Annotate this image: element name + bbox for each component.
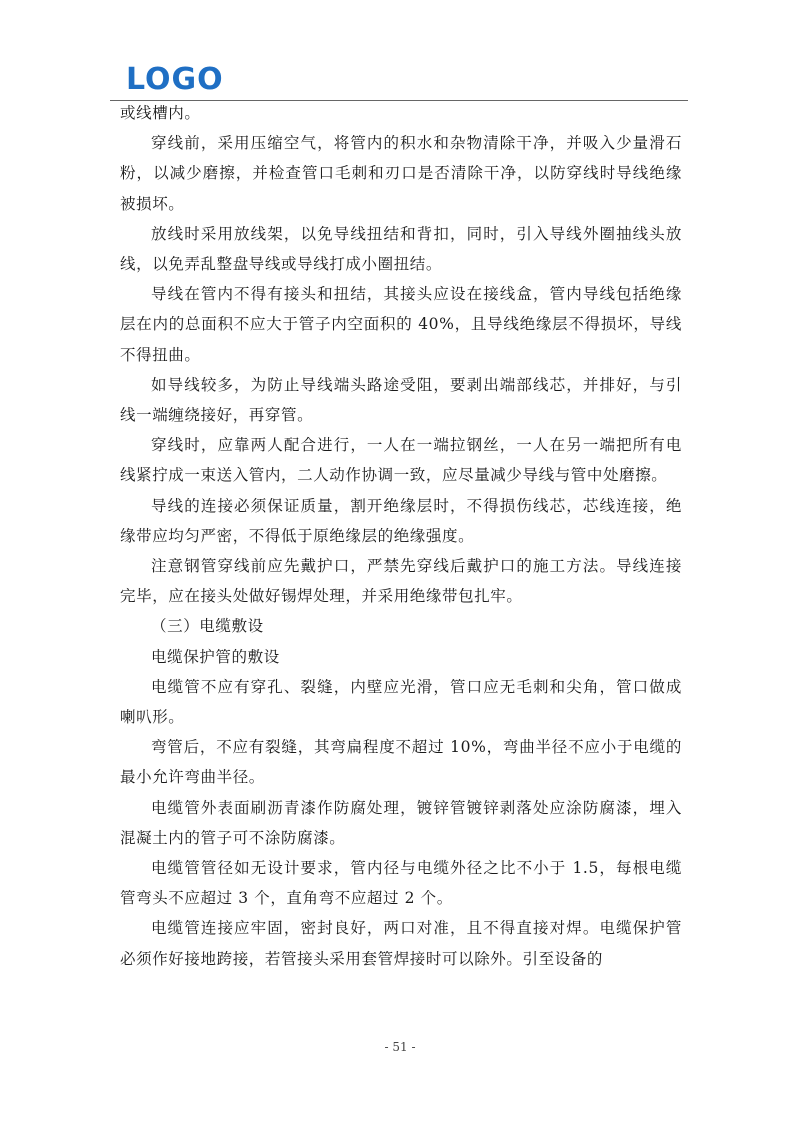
- paragraph: 电缆管不应有穿孔、裂缝，内壁应光滑，管口应无毛刺和尖角，管口做成喇叭形。: [120, 677, 682, 727]
- paragraph: 导线在管内不得有接头和扭结，其接头应设在接线盒，管内导线包括绝缘层在内的总面积不应大于管子内空面积的 40%，且导线绝缘层不得损坏，导线不得扭曲。: [120, 285, 682, 364]
- paragraph: 弯管后，不应有裂缝，其弯扁程度不超过 10%，弯曲半径不应小于电缆的最小允许弯曲半径。: [120, 738, 682, 787]
- document-body: [120, 98, 682, 974]
- section-heading: （三）电缆敷设: [151, 617, 264, 636]
- subsection-heading: 电缆保护管的敷设: [151, 647, 280, 666]
- page-header: [0, 0, 800, 104]
- paragraph: 电缆管外表面刷沥青漆作防腐处理，镀锌管镀锌剥落处应涂防腐漆，埋入混凝土内的管子可不涂防腐漆。: [120, 798, 682, 847]
- paragraph: 穿线时，应靠两人配合进行，一人在一端拉钢丝，一人在另一端把所有电线紧拧成一束送入管内，二人动作协调一致，应尽量减少导线与管中处磨擦。: [120, 436, 682, 485]
- logo: LOGO: [126, 62, 224, 97]
- paragraph: 穿线前，采用压缩空气，将管内的积水和杂物清除干净，并吸入少量滑石粉，以减少磨擦，并检查管口毛刺和刃口是否清除干净，以防穿线时导线绝缘被损坏。: [120, 134, 682, 213]
- paragraph: 电缆管管径如无设计要求，管内径与电缆外径之比不小于 1.5，每根电缆管弯头不应超过 3 个，直角弯不应超过 2 个。: [120, 859, 682, 908]
- paragraph-continuation: 或线槽内。: [120, 104, 201, 122]
- paragraph: 放线时采用放线架，以免导线扭结和背扣，同时，引入导线外圈抽线头放线，以免弄乱整盘导线或导线打成小圈扭结。: [120, 224, 682, 274]
- paragraph: 注意钢管穿线前应先戴护口，严禁先穿线后戴护口的施工方法。导线连接完毕，应在接头处做好锡焊处理，并采用绝缘带包扎牢。: [120, 557, 682, 606]
- paragraph: 如导线较多，为防止导线端头路途受阻，要剥出端部线芯，并排好，与引线一端缠绕接好，再穿管。: [120, 375, 682, 425]
- page-number: - 51 -: [384, 1040, 416, 1054]
- paragraph: 电缆管连接应牢固，密封良好，两口对准，且不得直接对焊。电缆保护管必须作好接地跨接，若管接头采用套管焊接时可以除外。引至设备的: [120, 919, 682, 968]
- paragraph: 导线的连接必须保证质量，割开绝缘层时，不得损伤线芯，芯线连接，绝缘带应均匀严密，不得低于原绝缘层的绝缘强度。: [120, 496, 682, 545]
